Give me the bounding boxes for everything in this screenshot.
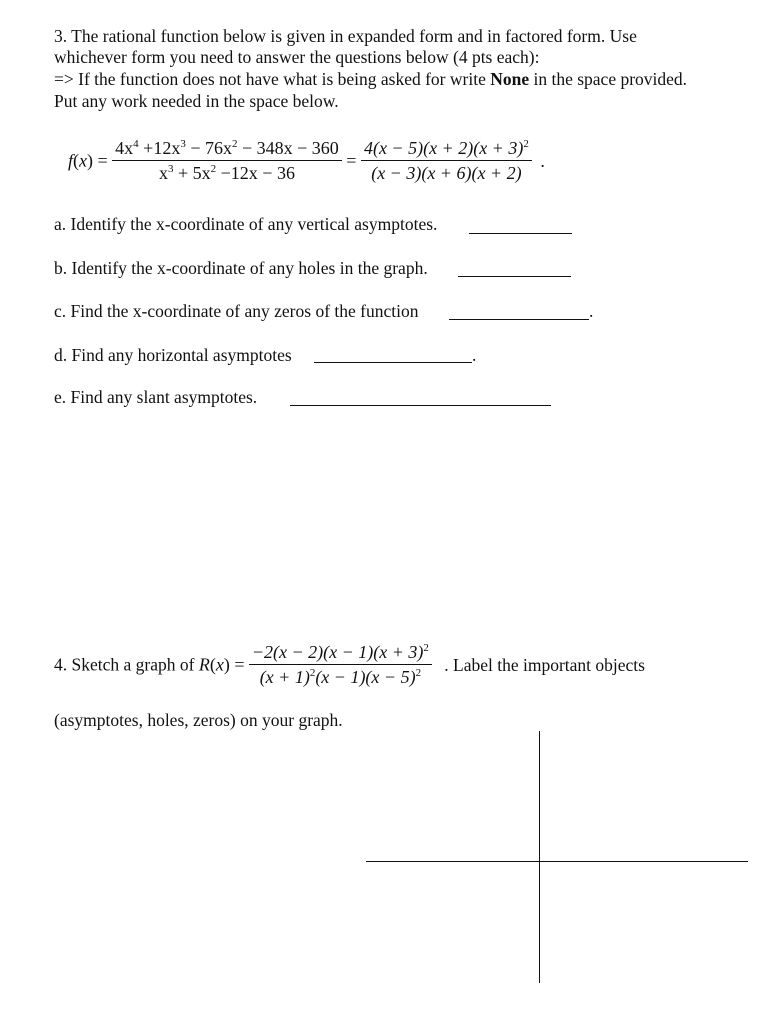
formula-terminal: . bbox=[540, 150, 545, 171]
factored-numerator: $4(x - 5)(x + 2)(x + 3)^2$ bbox=[361, 138, 532, 161]
factored-denominator: (x − 3)(x + 6)(x + 2) bbox=[371, 163, 522, 183]
expanded-numerator: $4x^4 +12x^3 - 76x^2 - 348x - 360$ bbox=[112, 138, 342, 161]
graph-x-axis[interactable] bbox=[366, 861, 748, 862]
question-c: c. Find the x-coordinate of any zeros of the function bbox=[54, 301, 419, 321]
problem3-line2: whichever form you need to answer the questions below (4 pts each): bbox=[54, 47, 540, 67]
question-a: a. Identify the x-coordinate of any vertical asymptotes. bbox=[54, 214, 438, 234]
problem4-suffix: . Label the important objects bbox=[444, 654, 645, 675]
expanded-denominator: $x^3 + 5x^2 -12x - 36$ bbox=[159, 163, 295, 183]
problem3-line3-prefix: => If the function does not have what is being asked for write bbox=[54, 69, 491, 89]
problem4-lhs: R(x) = bbox=[198, 654, 245, 675]
answer-d-blank[interactable] bbox=[314, 362, 472, 363]
problem4-prefix: 4. Sketch a graph of bbox=[54, 654, 199, 675]
answer-c-period: . bbox=[589, 301, 594, 321]
factored-fraction bbox=[361, 138, 532, 184]
problem3-line1: 3. The rational function below is given in expanded form and in factored form. Use bbox=[54, 26, 637, 46]
problem4-line1 bbox=[54, 642, 645, 688]
formula-lhs: f(x) = bbox=[68, 150, 108, 171]
answer-e-blank[interactable] bbox=[290, 405, 551, 406]
problem4-fraction bbox=[249, 642, 432, 688]
problem3-line3-bold: None bbox=[490, 69, 530, 89]
problem3-line3 bbox=[54, 69, 687, 91]
answer-d-period: . bbox=[472, 345, 477, 365]
problem4-line2: (asymptotes, holes, zeros) on your graph. bbox=[54, 710, 343, 730]
question-b: b. Identify the x-coordinate of any holes in the graph. bbox=[54, 258, 428, 278]
problem3-line4: Put any work needed in the space below. bbox=[54, 91, 339, 111]
problem3-formula: f(x) = $\frac{4x^4 +12x^3 - 76x^2 - 348x - 360}{x^3 + 5x^2 -12x - 36}$ = $\frac{4(x - 5)(x + 2)(x + 3)^2}{(x - 3)(x + 6)(x + 2)}$ . bbox=[68, 138, 545, 183]
question-e: e. Find any slant asymptotes. bbox=[54, 387, 258, 407]
problem3-line3-suffix: in the space provided. bbox=[529, 69, 688, 89]
answer-a-blank[interactable] bbox=[469, 233, 572, 234]
question-d: d. Find any horizontal asymptotes bbox=[54, 345, 292, 365]
problem4-denominator: $(x + 1)^2(x - 1)(x - 5)^2$ bbox=[259, 667, 422, 687]
graph-y-axis[interactable] bbox=[539, 731, 540, 983]
answer-c-blank[interactable] bbox=[449, 319, 589, 320]
expanded-fraction bbox=[112, 138, 342, 184]
answer-b-blank[interactable] bbox=[458, 276, 571, 277]
problem4-numerator: $-2(x - 2)(x - 1)(x + 3)^2$ bbox=[249, 642, 432, 665]
